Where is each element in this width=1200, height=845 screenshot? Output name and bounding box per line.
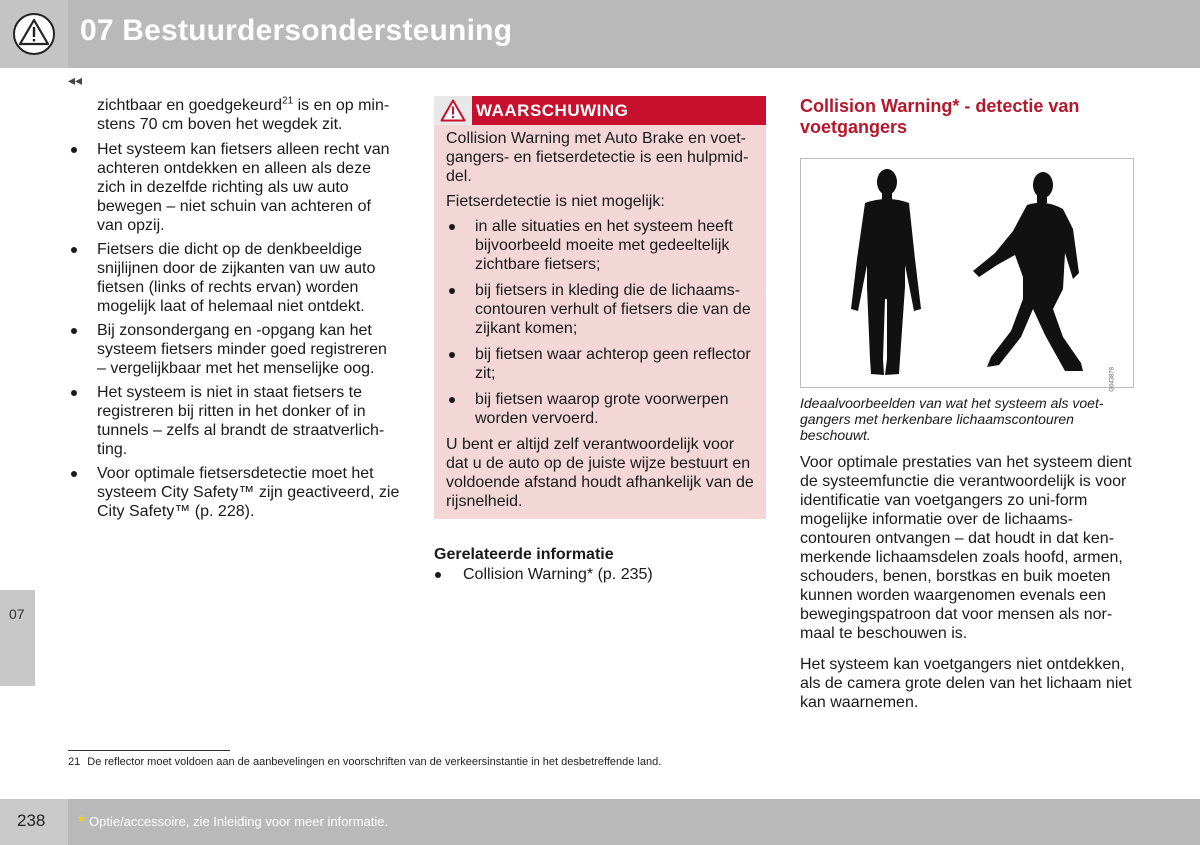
figure-code: G043878 (1110, 367, 1116, 392)
warning-intro: Collision Warning met Auto Brake en voet-gangers- en fietserdetectie is een hulpmid-del. (446, 130, 749, 185)
warning-subheading: Fietserdetectie is niet mogelijk: (446, 193, 665, 210)
accessory-note-text: Optie/accessoire, zie Inleiding voor meer informatie. (89, 814, 389, 829)
list-item: bij fietsers in kleding die de lichaams-contouren verhult of fietsers die van de zijkant komen; (446, 281, 754, 338)
figure-caption: Ideaalvoorbeelden van wat het systeem als voet-gangers met herkenbare lichaamscontouren beschouwt. (800, 395, 1104, 443)
cyclist-limitations-list (70, 140, 400, 521)
warning-header (434, 96, 766, 125)
accessory-note (78, 812, 388, 833)
accessory-star: * (78, 812, 86, 832)
related-info-heading: Gerelateerde informatie (434, 546, 614, 563)
page-number-box (0, 799, 68, 845)
warning-title: WAARSCHUWING (476, 101, 629, 120)
chapter-side-tab-label: 07 (9, 606, 25, 622)
body-paragraph: Het systeem kan voetgangers niet ontdekken, als de camera grote delen van het lichaam niet kan waarnemen. (800, 656, 1132, 711)
left-column (70, 96, 400, 526)
intro-text-start: zichtbaar en goedgekeurd (97, 97, 283, 114)
page-number: 238 (17, 811, 46, 830)
page-header (0, 0, 1200, 68)
previous-page-link[interactable]: ◂◂ (68, 72, 83, 88)
list-item: in alle situaties en het systeem heeft bijvoorbeeld moeite met gedeeltelijk zichtbare fietsers; (446, 217, 754, 274)
chapter-side-tab[interactable] (0, 590, 35, 686)
pedestrian-silhouettes-image (801, 159, 1133, 387)
warning-triangle-icon (440, 99, 466, 122)
body-paragraph: Voor optimale prestaties van het systeem dient de systeemfunctie die verantwoordelijk is voor identificatie van voetgangers zo uni-form mogelijke informatie over de lichaams-contouren ontvangen – dat houdt in dat ken-merkende lichaamsdelen zoals hoofd, armen, schouders, benen, borstkas en buik moeten kunnen worden waargenomen evenals een bewegingspatroon dat voor mensen als nor-maal te beschouwen is. (800, 454, 1132, 642)
footnote-number: 21 (68, 756, 81, 768)
related-links-list (434, 565, 766, 584)
footnote-divider (68, 750, 230, 751)
footnote-text: De reflector moet voldoen aan de aanbevelingen en voorschriften van de verkeersinstantie in het desbetreffende land. (87, 756, 662, 768)
intro-text-end: is en op min-stens 70 cm boven het wegdek zit. (97, 97, 390, 133)
chapter-title: 07 Bestuurdersondersteuning (80, 14, 513, 47)
footnote (68, 756, 661, 768)
intro-paragraph (70, 96, 400, 134)
page-footer (0, 799, 1200, 845)
list-item: Bij zonsondergang en -opgang kan het systeem fietsers minder goed registreren – vergelijkbaar met het menselijke oog. (70, 321, 400, 378)
footnote-ref-21[interactable]: 21 (282, 95, 294, 107)
list-item: Fietsers die dicht op de denkbeeldige snijlijnen door de zijkanten van uw auto fietsen (links of rechts ervan) worden mogelijk laat of helemaal niet ontdekt. (70, 240, 400, 316)
pedestrian-figure (800, 158, 1134, 392)
list-item: bij fietsen waarop grote voorwerpen worden vervoerd. (446, 390, 754, 428)
warning-box (434, 96, 766, 519)
section-title: Collision Warning* - detectie van voetgangers (800, 96, 1080, 137)
related-link[interactable]: Collision Warning* (p. 235) (434, 565, 766, 584)
warning-triangle-icon (0, 0, 68, 68)
warning-closing: U bent er altijd zelf verantwoordelijk voor dat u de auto op de juiste wijze bestuurt en voldoende afstand houdt afhankelijk van de rijsnelheid. (446, 436, 754, 510)
warning-list (446, 217, 754, 428)
header-icon-box (0, 0, 68, 68)
warning-icon-box (434, 96, 472, 125)
list-item: Voor optimale fietsersdetectie moet het systeem City Safety™ zijn geactiveerd, zie City Safety™ (p. 228). (70, 464, 400, 521)
list-item: Het systeem kan fietsers alleen recht van achteren ontdekken en alleen als deze zich in dezelfde richting als uw auto bewegen – niet schuin van achteren of van opzij. (70, 140, 400, 235)
list-item: Het systeem is niet in staat fietsers te registreren bij ritten in het donker of in tunnels – zelfs al brandt de straatverlich-ting. (70, 383, 400, 459)
warning-body (434, 129, 766, 511)
middle-column (434, 96, 766, 589)
right-column (800, 96, 1134, 724)
list-item: bij fietsen waar achterop geen reflector zit; (446, 345, 754, 383)
